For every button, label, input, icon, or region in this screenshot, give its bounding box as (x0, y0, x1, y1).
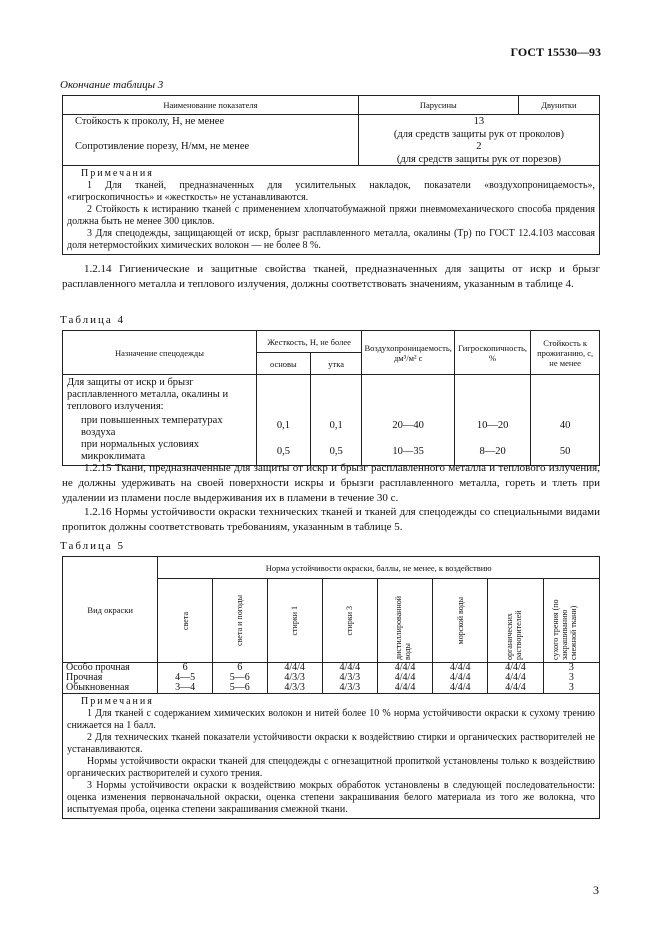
t3-note-3: 3 Для спецодежды, защищающей от искр, брызг расплавленного металла, окалины (Tр) по ГОСТ 12.4.103 массовая доля нетермостойких химических волокон — не более 8 %. (67, 228, 595, 251)
t3-row2-sub: (для средств защиты рук от порезов) (358, 153, 599, 166)
t4-row1-name: при повышенных температурах воздуха (81, 415, 223, 438)
t5-r2-v2: 4/3/3 (267, 683, 322, 694)
t5-r0-v5: 4/4/4 (433, 663, 488, 674)
t5-r1-v6: 4/4/4 (488, 673, 543, 683)
page-number: 3 (593, 883, 599, 897)
t5-r1-v1: 5—6 (212, 673, 267, 683)
t3-note-2: 2 Стойкость к истиранию тканей с применением хлопчатобумажной пряжи пневмомеханического способа прядения должна быть не менее 300 циклов. (67, 204, 595, 227)
t3-col-indicator: Наименование показателя (63, 96, 359, 115)
t5-sub-6: органических растворителей (504, 610, 523, 660)
t3-row2-name: Сопротивление порезу, Н/мм, не менее (63, 140, 359, 153)
t5-r2-v3: 4/3/3 (322, 683, 377, 694)
t4-r2-burn: 50 (559, 446, 571, 457)
t5-note-2: 2 Для технических тканей показатели устойчивости окраски к воздействию стирки и органических растворителей не устанавливаются. (67, 732, 595, 755)
t5-r0-v6: 4/4/4 (488, 663, 543, 674)
t5-r1-v4: 4/4/4 (377, 673, 432, 683)
t5-sub-0: света (180, 611, 190, 630)
t5-r1-name: Прочная (63, 673, 158, 683)
t4-r2-hygro: 8—20 (479, 446, 506, 457)
para-1-2-15: 1.2.15 Ткани, предназначенные для защиты от искр и брызг расплавленного металла и теплового излучения, не должны удерживать на своей поверхности искры и брызги расплавленного металла, гореть и тлеть при удалении из пламени после выдерживания их в пламени в течение 30 с. (62, 462, 600, 504)
t5-r2-v0: 3—4 (158, 683, 213, 694)
t4-col-hygro: Гигроскопичность, % (454, 331, 530, 375)
para-1-2-16: 1.2.16 Нормы устойчивости окраски технических тканей и тканей для спецодежды со специальными видами пропиток должны соответствовать требованиям, указанным в таблице 5. (62, 506, 600, 533)
t3-row1-sub: (для средств защиты рук от проколов) (358, 128, 599, 140)
t4-air (362, 375, 454, 466)
t4-col-stiff: Жесткость, Н, не более (256, 331, 362, 353)
table3 (62, 95, 600, 255)
t4-col-purpose: Назначение спецодежды (63, 331, 257, 375)
t4-r1-utok: 0,1 (329, 420, 343, 431)
t4-group (63, 375, 257, 466)
t5-r1-v5: 4/4/4 (433, 673, 488, 683)
standard-header: ГОСТ 15530—93 (510, 45, 601, 59)
table5-caption: Таблица 5 (60, 540, 126, 552)
t3-row1-name: Стойкость к проколу, Н, не менее (63, 115, 359, 129)
t5-r0-v2: 4/4/4 (267, 663, 322, 674)
table4-caption: Таблица 4 (60, 314, 126, 326)
t5-notes (63, 694, 600, 819)
t4-r1-hygro: 10—20 (476, 420, 509, 431)
t4-r1-osnova: 0,1 (276, 420, 290, 431)
table4 (62, 330, 600, 466)
t5-r2-v5: 4/4/4 (433, 683, 488, 694)
t3-note-1: 1 Для тканей, предназначенных для усилительных накладок, показатели «воздухопроницаемость», «гигроскопичность» и «жесткость» не устанавливаются. (67, 180, 595, 203)
t4-utok (310, 375, 362, 466)
t5-r1-v3: 4/3/3 (322, 673, 377, 683)
t4-r1-burn: 40 (559, 420, 571, 431)
t5-sub-7: сухого трения (по закрашиванию смежной ткани) (551, 598, 579, 660)
t5-sub-5: морской воды (455, 596, 465, 645)
t4-r2-utok: 0,5 (329, 446, 343, 457)
t4-col-burn: Стойкость к прожиганию, с, не менее (531, 331, 600, 375)
t5-r2-v1: 5—6 (212, 683, 267, 694)
t5-r1-v0: 4—5 (158, 673, 213, 683)
t3-row2-val: 2 (358, 140, 599, 153)
t5-notes-title: Примечания (81, 696, 154, 707)
t5-r2-v7: 3 (543, 683, 599, 694)
t4-r2-osnova: 0,5 (276, 446, 290, 457)
t4-osnova (256, 375, 310, 466)
table5 (62, 556, 600, 819)
t3-col-dvunitki: Двунитки (518, 96, 599, 115)
table3-caption: Окончание таблицы 3 (60, 79, 164, 91)
t3-notes (63, 166, 600, 255)
t5-note-3: 3 Нормы устойчивости окраски к воздействию мокрых обработок установлены в следующей последовательности: оценка изменения первоначальной окраски, оценка степени закрашивания белого материала из того же волокна, что испытуемая проба, оценка степени закрашивания смежной ткани. (67, 780, 595, 815)
t5-r2-name: Обыкновенная (63, 683, 158, 694)
t5-r1-v2: 4/3/3 (267, 673, 322, 683)
t5-r0-v0: 6 (158, 663, 213, 674)
t5-sub-2: стирки 1 (290, 605, 300, 636)
t3-row1-val: 13 (358, 115, 599, 129)
t5-r0-name: Особо прочная (63, 663, 158, 674)
t5-sub-4: дистиллированной воды (394, 595, 413, 660)
t5-note-2b: Нормы устойчивости окраски тканей для спецодежды с огнезащитной пропиткой установлены только к воздействию органических растворителей и сухого трения. (67, 756, 595, 779)
t5-r0-v1: 6 (212, 663, 267, 674)
t5-sub-3: стирки 3 (345, 605, 355, 636)
t4-col-utok: утка (310, 353, 362, 375)
t4-burn (531, 375, 600, 466)
t5-r2-v4: 4/4/4 (377, 683, 432, 694)
t4-col-air: Воздухопроницаемость, дм³/м² с (362, 331, 454, 375)
t4-col-osnova: основы (256, 353, 310, 375)
para-1-2-14: 1.2.14 Гигиенические и защитные свойства тканей, предназначенных для защиты от искр и брызг расплавленного металла и теплового излучения, должны соответствовать значениям, указанным в таблице 4. (62, 263, 600, 290)
t4-row2-name: при нормальных условиях микроклимата (81, 439, 200, 462)
t5-r0-v4: 4/4/4 (377, 663, 432, 674)
t5-sub-1: света и погоды (235, 595, 245, 646)
t4-hygro (454, 375, 530, 466)
t4-r2-air: 10—35 (392, 446, 424, 457)
t5-r0-v7: 3 (543, 663, 599, 674)
t5-r2-v6: 4/4/4 (488, 683, 543, 694)
t5-r1-v7: 3 (543, 673, 599, 683)
t5-col-type: Вид окраски (63, 557, 158, 663)
t4-group-label: Для защиты от искр и брызг расплавленного металла, окалины и теплового излучения: (67, 377, 229, 412)
t3-notes-title: Примечания (81, 168, 154, 179)
t4-r1-air: 20—40 (392, 420, 424, 431)
t5-col-norm: Норма устойчивости окраски, баллы, не менее, к воздействию (158, 557, 600, 579)
t5-note-1: 1 Для тканей с содержанием химических волокон и нитей более 10 % норма устойчивости окраски к сухому трению снижается на 1 балл. (67, 708, 595, 731)
t5-r0-v3: 4/4/4 (322, 663, 377, 674)
t3-col-parusina: Парусины (358, 96, 518, 115)
